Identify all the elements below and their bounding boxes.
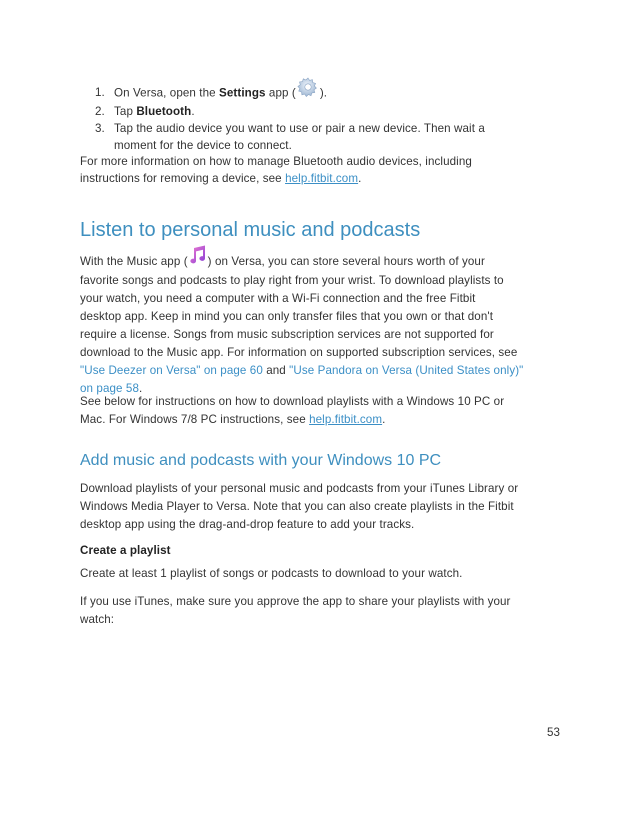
step-text: app ( [265,86,296,100]
paragraph-line: . [139,382,143,395]
bluetooth-label: Bluetooth [136,105,192,118]
music-note-icon [188,244,208,272]
paragraph-line: ) on Versa, you can store several hours worth of your [207,255,485,269]
paragraph-line: Mac. For Windows 7/8 PC instructions, see [80,413,310,426]
list-item [80,103,562,120]
paragraph-line: watch: [80,613,115,626]
step-text: Tap [114,105,137,118]
step-text: ). [319,86,328,100]
help-fitbit-link[interactable]: help.fitbit.com [285,172,359,185]
paragraph-line: require a license. Songs from music subscription services are not supported for [80,328,494,341]
section-heading-listen: Listen to personal music and podcasts [80,219,421,241]
paragraph-line: your watch, you need a computer with a Wi-Fi connection and the free Fitbit [80,292,476,305]
help-fitbit-link[interactable]: help.fitbit.com [309,413,383,426]
step-text: moment for the device to connect. [114,139,292,152]
step-text: On Versa, open the [114,86,220,100]
paragraph-line: . [358,172,362,185]
list-item [80,84,562,103]
paragraph-line: If you use iTunes, make sure you approve the app to share your playlists with your [80,595,511,608]
paragraph-line: . [382,413,386,426]
list-item [80,120,562,154]
bluetooth-steps-list [80,84,562,154]
settings-label: Settings [219,86,266,100]
paragraph-line: desktop app using the drag-and-drop feature to add your tracks. [80,518,415,531]
paragraph-line: favorite songs and podcasts to play right from your wrist. To download playlists to [80,274,504,287]
paragraph-line: download to the Music app. For information on supported subscription services, see [80,346,518,359]
step-number: 1. [95,86,105,99]
step-number: 2. [95,105,105,118]
create-playlist-subheading [80,542,562,559]
paragraph-line: With the Music app ( [80,255,188,269]
paragraph-line: For more information on how to manage Bluetooth audio devices, including [80,155,472,168]
instructions-paragraph [80,393,562,429]
paragraph-line: See below for instructions on how to download playlists with a Windows 10 PC or [80,395,505,408]
deezer-page-link[interactable]: "Use Deezer on Versa" on page 60 [80,364,263,377]
settings-gear-icon [297,76,319,103]
subheading-text: Create a playlist [80,544,171,557]
bluetooth-more-info [80,153,562,187]
paragraph-line: and [262,364,290,377]
paragraph-line: Windows Media Player to Versa. Note that you can also create playlists in the Fitbit [80,500,514,513]
paragraph-line: instructions for removing a device, see [80,172,286,185]
step-text: Tap the audio device you want to use or pair a new device. Then wait a [114,122,485,135]
page-number: 53 [547,726,560,739]
section-heading-windows: Add music and podcasts with your Windows 10 PC [80,452,442,469]
pandora-page-link-cont[interactable]: on page 58 [80,382,140,395]
paragraph-line: desktop app. Keep in mind you can only transfer files that you own or that don't [80,310,494,323]
pandora-page-link[interactable]: "Use Pandora on Versa (United States only)" [289,364,524,377]
windows-intro-paragraph [80,480,562,534]
step-number: 3. [95,122,105,135]
itunes-paragraph [80,593,562,629]
step-text: . [191,105,195,118]
paragraph-line: Download playlists of your personal music and podcasts from your iTunes Library or [80,482,519,495]
create-playlist-paragraph: Create at least 1 playlist of songs or podcasts to download to your watch. [80,567,463,580]
music-intro-paragraph [80,252,562,398]
